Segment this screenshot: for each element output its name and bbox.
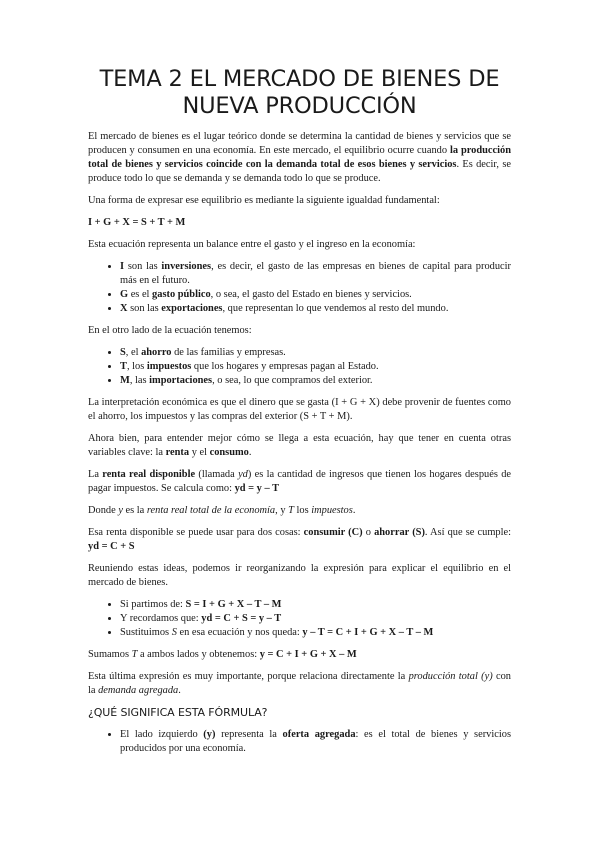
formula: yd = C + S bbox=[88, 541, 135, 552]
bold-text: impuestos bbox=[146, 361, 192, 372]
var: T bbox=[120, 361, 127, 372]
bold-text: gasto público bbox=[152, 289, 211, 300]
text: Donde bbox=[88, 505, 119, 516]
formula: y = C + I + G + X – M bbox=[259, 649, 357, 660]
text: que los hogares y empresas pagan al Estado. bbox=[191, 361, 379, 372]
list-item bbox=[120, 360, 511, 374]
list-item bbox=[120, 260, 511, 288]
list-item bbox=[120, 612, 511, 626]
bold-text: importaciones bbox=[149, 375, 213, 386]
bold-text: renta bbox=[165, 447, 190, 458]
text: , es decir, el gasto de las empresas en bienes de capital para producir más en el futuro. bbox=[120, 261, 511, 286]
bold-text: (y) bbox=[203, 729, 216, 740]
list-item bbox=[120, 302, 511, 316]
text: (llamada bbox=[195, 469, 239, 480]
bold-text: exportaciones bbox=[161, 303, 223, 314]
fundamental-equation: I + G + X = S + T + M bbox=[88, 217, 186, 228]
italic-text: T bbox=[288, 505, 294, 516]
text: . bbox=[352, 505, 356, 516]
text: ) es la cantidad de ingresos que tienen los hogares después de pagar impuestos. Se calcula como: bbox=[88, 469, 511, 494]
text: son las bbox=[124, 261, 162, 272]
text: . Así que se cumple: bbox=[424, 527, 511, 538]
list-item bbox=[120, 626, 511, 640]
bold-text: consumir (C) bbox=[303, 527, 363, 538]
text: , y bbox=[275, 505, 289, 516]
italic-text: impuestos bbox=[311, 505, 353, 516]
text: es el bbox=[128, 289, 153, 300]
text: con la bbox=[88, 671, 511, 696]
text: La bbox=[88, 469, 103, 480]
text: . bbox=[178, 685, 181, 696]
text: Y recordamos que: bbox=[120, 613, 202, 624]
meaning-list bbox=[88, 728, 511, 756]
sum-paragraph bbox=[88, 648, 511, 662]
italic-text: y bbox=[118, 505, 123, 516]
balance-paragraph: Esta ecuación representa un balance entre el gasto y el ingreso en la economía: bbox=[88, 239, 416, 250]
other-side-paragraph: En el otro lado de la ecuación tenemos: bbox=[88, 325, 252, 336]
title-line-2: NUEVA PRODUCCIÓN bbox=[182, 93, 417, 119]
text: . Es decir, se produce todo lo que se demanda y se demanda todo lo que se produce. bbox=[88, 159, 511, 184]
text: , o sea, lo que compramos del exterior. bbox=[212, 375, 373, 386]
formula: yd = y – T bbox=[234, 483, 280, 494]
key-variables-paragraph bbox=[88, 432, 511, 460]
text: Sumamos bbox=[88, 649, 132, 660]
text: son las bbox=[127, 303, 162, 314]
page-title bbox=[88, 66, 511, 120]
italic-text: yd bbox=[238, 469, 248, 480]
list-item bbox=[120, 346, 511, 360]
italic-text: S bbox=[171, 627, 177, 638]
definitions-paragraph bbox=[88, 504, 511, 518]
disposable-income-paragraph bbox=[88, 468, 511, 496]
list-item bbox=[120, 728, 511, 756]
title-line-1: TEMA 2 EL MERCADO DE BIENES DE bbox=[99, 66, 500, 92]
italic-text: demanda agregada bbox=[98, 685, 179, 696]
text: a ambos lados y obtenemos: bbox=[137, 649, 260, 660]
text: representa la bbox=[215, 729, 283, 740]
text: Ahora bien, para entender mejor cómo se llega a esta ecuación, hay que tener en cuenta otras variables clave: la bbox=[88, 433, 511, 458]
bold-text: ahorrar (S) bbox=[374, 527, 425, 538]
intro-paragraph bbox=[88, 130, 511, 186]
reorganize-paragraph: Reuniendo estas ideas, podemos ir reorganizando la expresión para explicar el equilibrio en el mercado de bienes. bbox=[88, 563, 511, 588]
section-heading: ¿QUÉ SIGNIFICA ESTA FÓRMULA? bbox=[88, 706, 268, 719]
bold-text: ahorro bbox=[141, 347, 172, 358]
list-item bbox=[120, 598, 511, 612]
text: de las familias y empresas. bbox=[171, 347, 286, 358]
text: los bbox=[293, 505, 312, 516]
text: Si partimos de: bbox=[120, 599, 186, 610]
text: es la bbox=[122, 505, 147, 516]
var: G bbox=[120, 289, 129, 300]
list-item bbox=[120, 288, 511, 302]
italic-text: T bbox=[131, 649, 138, 660]
text: El lado izquierdo bbox=[120, 729, 204, 740]
text: , o sea, el gasto del Estado en bienes y servicios. bbox=[210, 289, 412, 300]
bold-text: consumo bbox=[209, 447, 249, 458]
var: I bbox=[120, 261, 125, 272]
uses-paragraph bbox=[88, 526, 511, 554]
text: . bbox=[248, 447, 252, 458]
text: Esta última expresión es muy importante, porque relaciona directamente la bbox=[88, 671, 409, 682]
italic-text: renta real total de la economía bbox=[146, 505, 276, 516]
text: y el bbox=[189, 447, 210, 458]
interpretation-paragraph: La interpretación económica es que el dinero que se gasta (I + G + X) debe provenir de fuentes como el ahorro, los impuestos y las compras del exterior (S + T + M). bbox=[88, 397, 511, 422]
text: , las bbox=[129, 375, 150, 386]
formula: y – T = C + I + G + X – T – M bbox=[302, 627, 434, 638]
italic-text: producción total (y) bbox=[408, 671, 493, 682]
list-item bbox=[120, 374, 511, 388]
income-list bbox=[88, 346, 511, 388]
formula: yd = C + S = y – T bbox=[201, 613, 282, 624]
bold-text: oferta agregada bbox=[282, 729, 356, 740]
importance-paragraph bbox=[88, 670, 511, 698]
var: X bbox=[120, 303, 128, 314]
bold-text: inversiones bbox=[161, 261, 212, 272]
text: , el bbox=[125, 347, 142, 358]
text: : es el total de bienes y servicios producidos por una economía. bbox=[120, 729, 511, 754]
var: S bbox=[120, 347, 126, 358]
text: en esa ecuación y nos queda: bbox=[176, 627, 303, 638]
text: Sustituimos bbox=[120, 627, 172, 638]
spending-list bbox=[88, 260, 511, 316]
derivation-list bbox=[88, 598, 511, 640]
text: , que representan lo que vendemos al resto del mundo. bbox=[222, 303, 449, 314]
text: Esa renta disponible se puede usar para dos cosas: bbox=[88, 527, 304, 538]
var: M bbox=[120, 375, 130, 386]
text: El mercado de bienes es el lugar teórico donde se determina la cantidad de bienes y servicios que se producen y consumen en una economía. En este mercado, el equilibrio ocurre cuando bbox=[88, 131, 511, 156]
text: o bbox=[362, 527, 375, 538]
equilibrium-intro: Una forma de expresar ese equilibrio es mediante la siguiente igualdad fundamental: bbox=[88, 195, 440, 206]
bold-text: renta real disponible bbox=[102, 469, 196, 480]
formula: S = I + G + X – T – M bbox=[185, 599, 282, 610]
text: , los bbox=[126, 361, 147, 372]
bold-text: la producción total de bienes y servicios coincide con la demanda total de esos bienes y servicios bbox=[88, 145, 511, 170]
